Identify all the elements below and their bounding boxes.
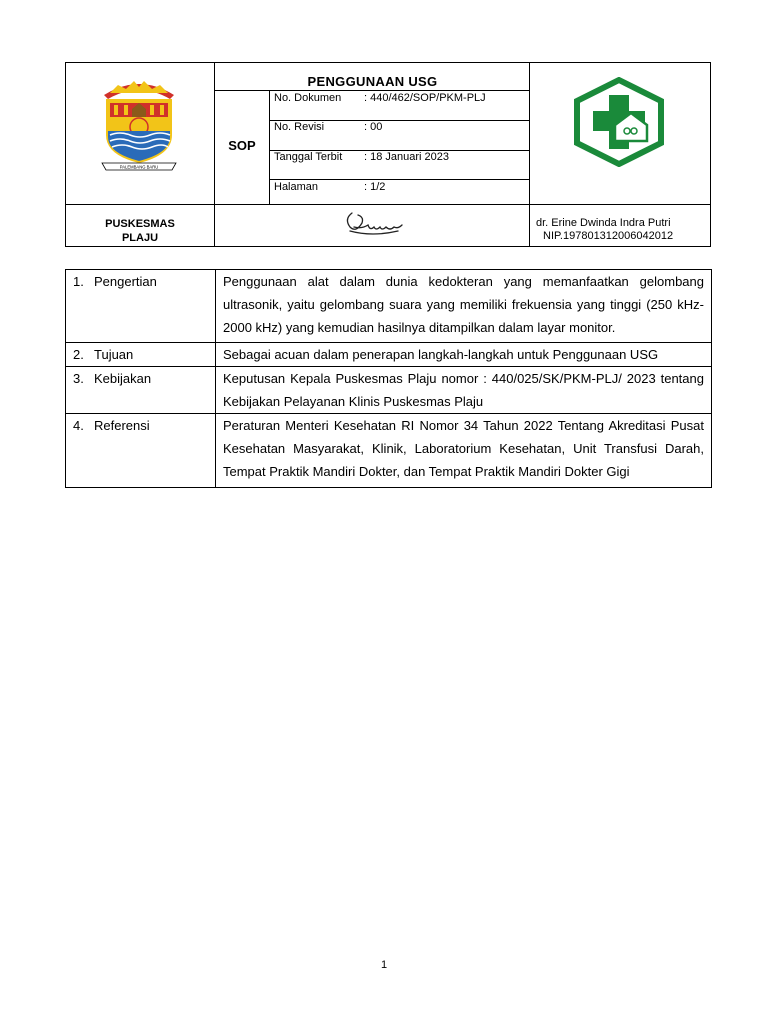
section-label: Pengertian bbox=[94, 274, 157, 289]
sop-content-table bbox=[65, 269, 712, 488]
handwritten-signature bbox=[342, 205, 406, 241]
section-text: Peraturan Menteri Kesehatan RI Nomor 34 Tahun 2022 Tentang Akreditasi Pusat Kesehatan Masyarakat, Klinik, Laboratorium Kesehatan, Unit Transfusi Darah, Tempat Praktik Mandiri Dokter, dan Tempat Praktik Mandiri Dokter Gigi bbox=[216, 414, 712, 488]
emblem-banner-text: PALEMBANG BARU bbox=[119, 164, 159, 170]
section-text: Keputusan Kepala Puskesmas Plaju nomor : 440/025/SK/PKM-PLJ/ 2023 tentang Kebijakan Pelayanan Klinis Puskesmas Plaju bbox=[216, 367, 712, 414]
organization-line: PLAJU bbox=[121, 232, 159, 244]
header-divider bbox=[529, 63, 530, 246]
meta-value: : 1/2 bbox=[364, 181, 386, 193]
section-label: Kebijakan bbox=[94, 371, 152, 386]
table-row bbox=[66, 343, 712, 367]
page-number: 1 bbox=[380, 959, 388, 971]
meta-key: No. Revisi bbox=[274, 121, 325, 133]
section-label: Tujuan bbox=[94, 347, 134, 362]
header-divider bbox=[269, 90, 270, 205]
section-label: Referensi bbox=[94, 418, 150, 433]
section-label-cell bbox=[66, 367, 216, 414]
header-divider bbox=[214, 90, 529, 91]
header-divider bbox=[269, 179, 529, 180]
meta-key: Tanggal Terbit bbox=[274, 151, 343, 163]
city-emblem-logo bbox=[96, 73, 182, 173]
document-title: PENGGUNAAN USG bbox=[307, 74, 438, 89]
meta-value: : 18 Januari 2023 bbox=[364, 151, 450, 163]
meta-key: Halaman bbox=[274, 181, 319, 193]
meta-row-revision bbox=[274, 121, 382, 133]
table-row bbox=[66, 414, 712, 488]
section-number: 1. bbox=[73, 274, 84, 289]
section-label-cell bbox=[66, 414, 216, 488]
organization-name bbox=[66, 217, 214, 245]
meta-row-document-number bbox=[274, 92, 486, 104]
meta-key: No. Dokumen bbox=[274, 92, 342, 104]
section-text: Sebagai acuan dalam penerapan langkah-langkah untuk Penggunaan USG bbox=[216, 343, 712, 367]
meta-row-issue-date bbox=[274, 151, 449, 163]
table-row bbox=[66, 270, 712, 343]
signer-block bbox=[536, 217, 673, 243]
meta-value: : 440/462/SOP/PKM-PLJ bbox=[364, 92, 486, 104]
signer-nip: NIP.197801312006042012 bbox=[543, 230, 674, 242]
signer-name: dr. Erine Dwinda Indra Putri bbox=[536, 217, 671, 229]
meta-value: : 00 bbox=[364, 121, 383, 133]
section-label-cell bbox=[66, 270, 216, 343]
puskesmas-logo bbox=[571, 77, 667, 167]
organization-line: PUSKESMAS bbox=[105, 218, 175, 230]
sop-label: SOP bbox=[228, 138, 256, 153]
meta-row-page bbox=[274, 181, 385, 193]
section-number: 4. bbox=[73, 418, 84, 433]
sop-header-block bbox=[65, 62, 711, 247]
section-number: 2. bbox=[73, 347, 84, 362]
section-label-cell bbox=[66, 343, 216, 367]
table-row bbox=[66, 367, 712, 414]
section-number: 3. bbox=[73, 371, 84, 386]
section-text: Penggunaan alat dalam dunia kedokteran yang memanfaatkan gelombang ultrasonik, yaitu gelombang suara yang memiliki frekuensia yang tinggi (250 kHz-2000 kHz) yang kemudian hasilnya ditampilkan dalam layar monitor. bbox=[216, 270, 712, 343]
